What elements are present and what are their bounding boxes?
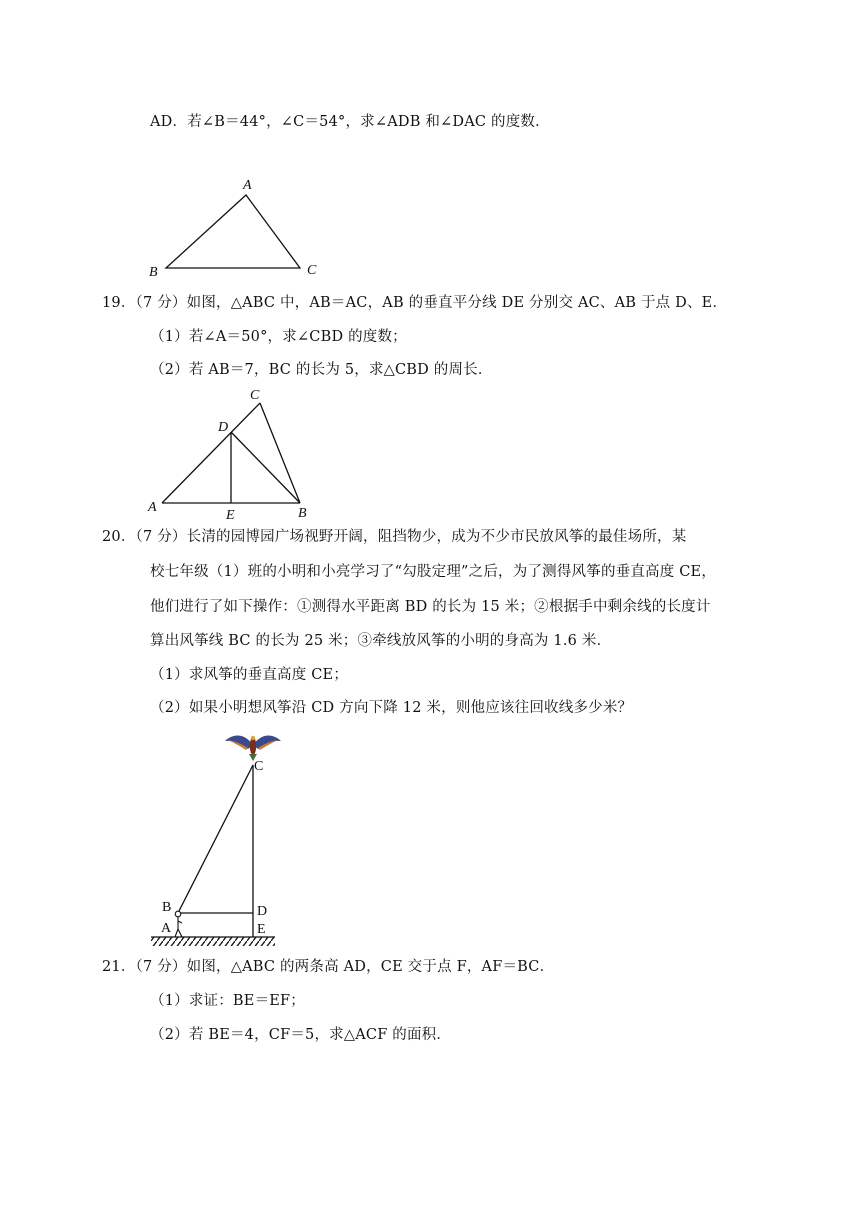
q18-triangle-figure	[140, 170, 340, 280]
person-icon	[175, 911, 182, 937]
label-e: E	[226, 508, 235, 523]
label-c: C	[250, 388, 260, 403]
q20-stem-line-2: 校七年级（1）班的小明和小亮学习了“勾股定理”之后，为了测得风筝的垂直高度 CE，	[150, 564, 717, 580]
q21-stem: 21．（7 分）如图，△ABC 的两条高 AD，CE 交于点 F，AF＝BC．	[102, 959, 555, 975]
label-c: C	[254, 759, 264, 774]
q20-stem-line-4: 算出风筝线 BC 的长为 25 米；③牵线放风筝的小明的身高为 1.6 米．	[150, 633, 612, 649]
ground-hatch	[151, 937, 275, 946]
segment-db	[231, 432, 300, 503]
label-b: B	[298, 506, 307, 521]
q19-part-1: （1）若∠A＝50°，求∠CBD 的度数；	[150, 329, 407, 345]
segment-bc	[260, 403, 300, 503]
q20-stem-line-3: 他们进行了如下操作：①测得水平距离 BD 的长为 15 米；②根据手中剩余线的长度计	[150, 599, 711, 615]
label-a: A	[148, 500, 157, 515]
label-a: A	[161, 921, 172, 936]
segment-bc	[178, 765, 253, 913]
q19-part-2: （2）若 AB＝7，BC 的长为 5，求△CBD 的周长．	[150, 362, 493, 378]
label-b: B	[162, 900, 172, 915]
q20-kite-figure	[145, 725, 285, 950]
triangle-abc	[166, 195, 300, 268]
kite-icon	[225, 736, 281, 762]
label-d: D	[257, 904, 268, 919]
label-c: C	[307, 263, 317, 278]
q20-part-1: （1）求风筝的垂直高度 CE；	[150, 667, 349, 683]
label-a: A	[243, 178, 252, 193]
q21-part-2: （2）若 BE＝4，CF＝5，求△ACF 的面积．	[150, 1027, 452, 1043]
label-e: E	[257, 922, 266, 937]
segment-ac	[162, 403, 260, 503]
label-b: B	[149, 265, 158, 280]
q19-triangle-figure	[140, 383, 330, 523]
label-d: D	[218, 420, 229, 435]
q21-part-1: （1）求证：BE＝EF；	[150, 993, 306, 1009]
q20-part-2: （2）如果小明想风筝沿 CD 方向下降 12 米，则他应该往回收线多少米？	[150, 700, 633, 716]
q20-stem-line-1: 20．（7 分）长清的园博园广场视野开阔，阻挡物少，成为不少市民放风筝的最佳场所，某	[102, 529, 687, 545]
q18-continuation: AD．若∠B＝44°，∠C＝54°，求∠ADB 和∠DAC 的度数．	[150, 114, 550, 130]
q19-stem: 19．（7 分）如图，△ABC 中，AB＝AC，AB 的垂直平分线 DE 分别交 AC、AB 于点 D、E．	[102, 295, 728, 311]
